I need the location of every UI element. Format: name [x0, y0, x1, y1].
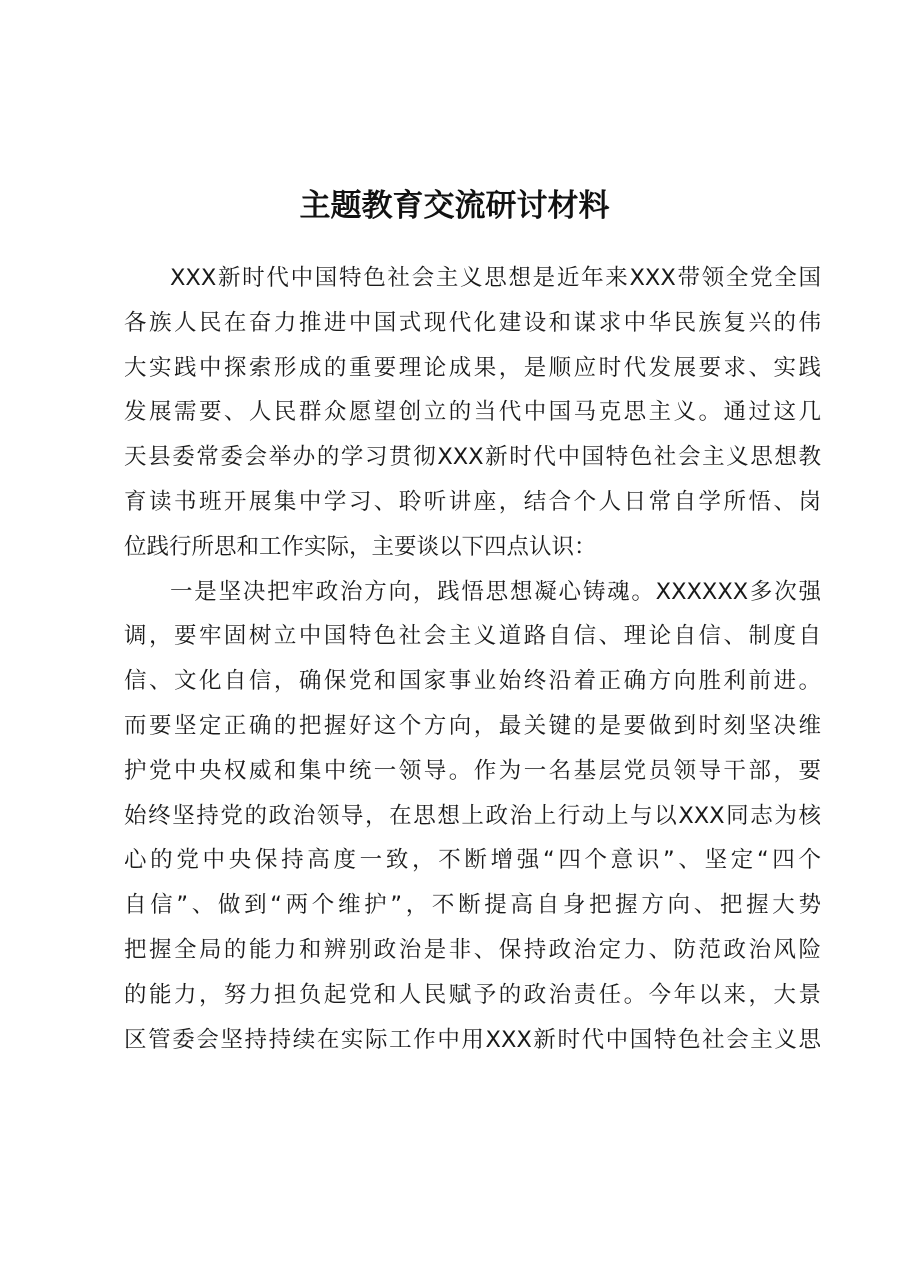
paragraph-1-line-1: XXX新时代中国特色社会主义思想是近年来XXX带领全党全国: [170, 265, 821, 291]
document-title: 主题教育交流研讨材料: [299, 188, 610, 224]
paragraph-1-line-2: 各族人民在奋力推进中国式现代化建设和谋求中华民族复兴的伟: [124, 309, 821, 336]
paragraph-1-line-5: 天县委常委会举办的学习贯彻XXX新时代中国特色社会主义思想教: [124, 444, 821, 471]
paragraph-2-line-4: 而要坚定正确的把握好这个方向，最关键的是要做到时刻坚决维: [124, 712, 821, 739]
paragraph-1-line-7: 位践行所思和工作实际，主要谈以下四点认识：: [124, 533, 597, 560]
paragraph-1-line-4: 发展需要、人民群众愿望创立的当代中国马克思主义。通过这几: [124, 399, 821, 426]
paragraph-2-line-5: 护党中央权威和集中统一领导。作为一名基层党员领导干部，要: [124, 757, 821, 784]
paragraph-2-line-8: 自信”、做到“两个维护”，不断提高自身把握方向、把握大势: [124, 892, 821, 919]
document-body: [124, 256, 821, 1062]
paragraph-2-line-10: 的能力，努力担负起党和人民赋予的政治责任。今年以来，大景: [124, 981, 821, 1008]
paragraph-1-line-3: 大实践中探索形成的重要理论成果，是顺应时代发展要求、实践: [124, 354, 821, 381]
paragraph-2-line-1: 一是坚决把牢政治方向，践悟思想凝心铸魂。XXXXXX多次强: [170, 578, 821, 605]
paragraph-1-line-6: 育读书班开展集中学习、聆听讲座，结合个人日常自学所悟、岗: [124, 488, 821, 515]
paragraph-2-line-7: 心的党中央保持高度一致，不断增强“四个意识”、坚定“四个: [124, 847, 821, 874]
paragraph-2-line-11: 区管委会坚持持续在实际工作中用XXX新时代中国特色社会主义思: [124, 1026, 821, 1053]
paragraph-2-line-3: 信、文化自信，确保党和国家事业始终沿着正确方向胜利前进。: [124, 668, 821, 695]
paragraph-2-line-9: 把握全局的能力和辨别政治是非、保持政治定力、防范政治风险: [124, 936, 821, 963]
paragraph-2-line-6: 始终坚持党的政治领导，在思想上政治上行动上与以XXX同志为核: [124, 802, 821, 829]
paragraph-2-line-2: 调，要牢固树立中国特色社会主义道路自信、理论自信、制度自: [124, 623, 821, 650]
